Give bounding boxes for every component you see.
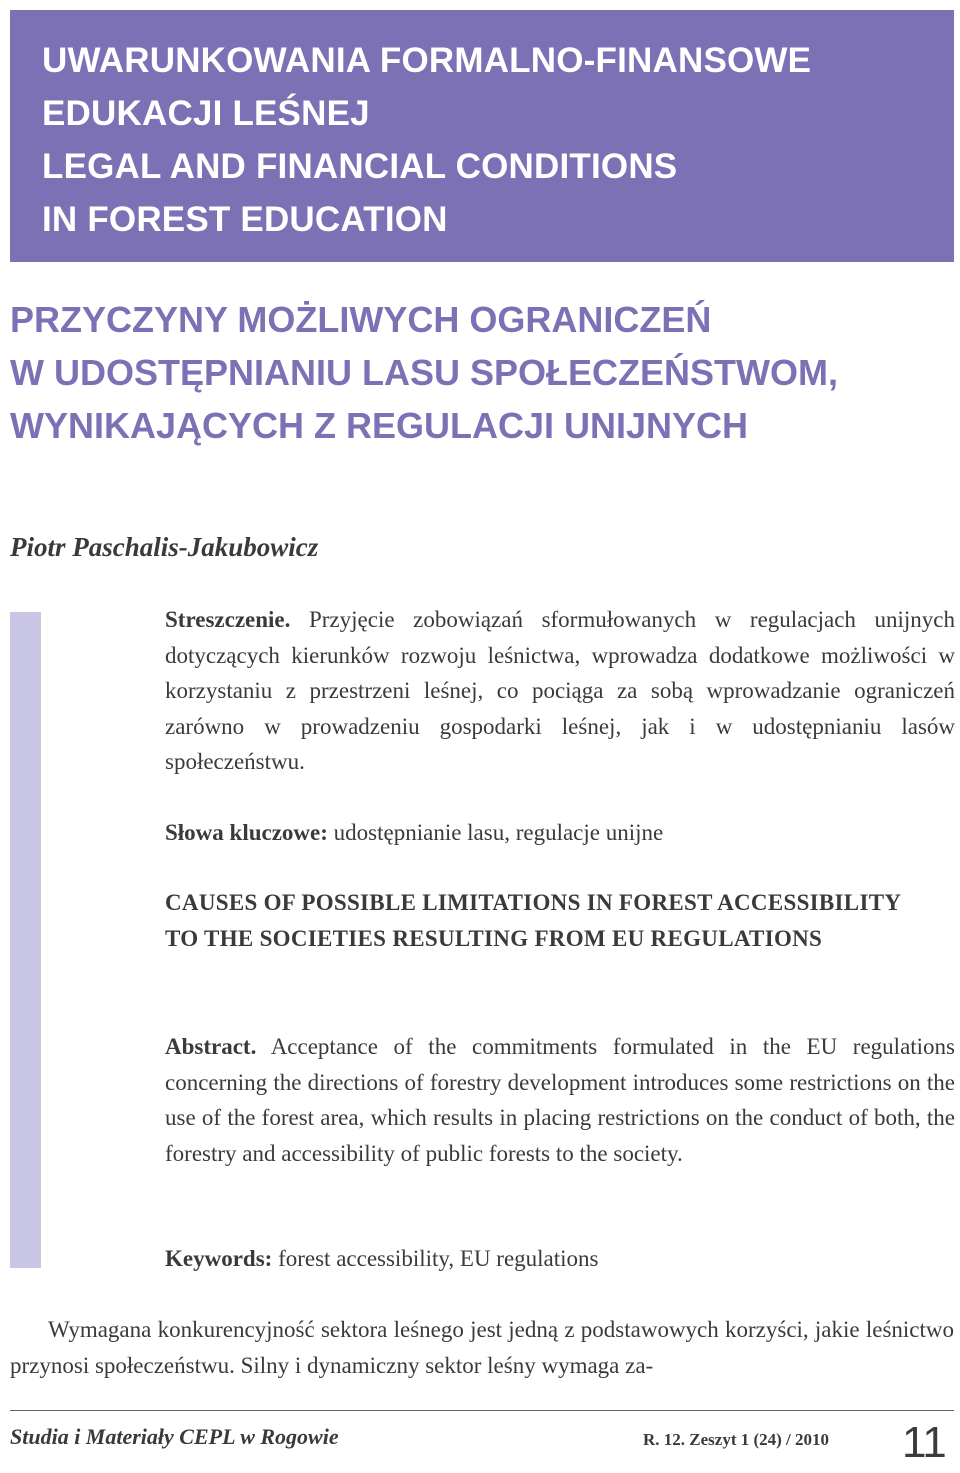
title-en: CAUSES OF POSSIBLE LIMITATIONS IN FOREST ACCESSIBILITY TO THE SOCIETIES RESULTING FROM EU REGULATIONS: [165, 890, 901, 951]
abstract-pl-text: Przyjęcie zobowiązań sformułowanych w regulacjach unijnych dotyczących kierunków rozwoju leśnictwa, wprowadza dodatkowe możliwości w korzystaniu z przestrzeni leśnej, co pociąga za sobą wprowadzanie ograniczeń zarówno w prowadzeniu gospodarki leśnej, jak i w udostępnianiu lasów społeczeństwu.: [165, 607, 955, 774]
keywords-en-text: forest accessibility, EU regulations: [278, 1246, 599, 1271]
article-title-line: W UDOSTĘPNIANIU LASU SPOŁECZEŃSTWOM,: [10, 352, 838, 393]
footer-journal-name: Studia i Materiały CEPL w Rogowie: [10, 1424, 339, 1449]
abstract-en-text: Acceptance of the commitments formulated in the EU regulations concerning the directions of forestry development introduces some restrictions on the use of the forest area, which results in placing restrictions on the conduct of both, the forestry and accessibility of public forests to the society.: [165, 1034, 956, 1166]
article-title-line: WYNIKAJĄCYCH Z REGULACJI UNIJNYCH: [10, 405, 749, 446]
footer-issue-info: R. 12. Zeszyt 1 (24) / 2010: [643, 1430, 830, 1449]
author-name: Piotr Paschalis-Jakubowicz: [10, 532, 319, 562]
abstract-en-label: Abstract.: [165, 1034, 257, 1059]
keywords-en-label: Keywords:: [165, 1246, 273, 1271]
section-header-line: EDUKACJI LEŚNEJ: [42, 94, 370, 133]
section-header-line: LEGAL AND FINANCIAL CONDITIONS: [42, 147, 678, 186]
section-header-banner: [10, 10, 954, 262]
page-number: 11: [902, 1418, 946, 1467]
abstract-pl: [165, 602, 955, 780]
section-header-line: IN FOREST EDUCATION: [42, 200, 448, 239]
abstract-pl-label: Streszczenie.: [165, 607, 291, 632]
section-header-title: [42, 34, 811, 246]
keywords-en: [165, 1241, 955, 1277]
footer-divider: [10, 1410, 954, 1411]
body-paragraph: Wymagana konkurencyjność sektora leśnego jest jedną z podstawowych korzyści, jakie leśnictwo przynosi społeczeństwu. Silny i dynamiczny sektor leśny wymaga za-: [10, 1317, 954, 1378]
abstract-en: [165, 1029, 955, 1171]
section-header-line: UWARUNKOWANIA FORMALNO-FINANSOWE: [42, 41, 812, 80]
keywords-pl: [165, 815, 955, 851]
article-title-line: PRZYCZYNY MOŻLIWYCH OGRANICZEŃ: [10, 299, 712, 340]
keywords-pl-label: Słowa kluczowe:: [165, 820, 328, 845]
article-title: [10, 293, 950, 452]
abstract-accent-bar: [10, 612, 41, 1268]
keywords-pl-text: udostępnianie lasu, regulacje unijne: [333, 820, 664, 845]
